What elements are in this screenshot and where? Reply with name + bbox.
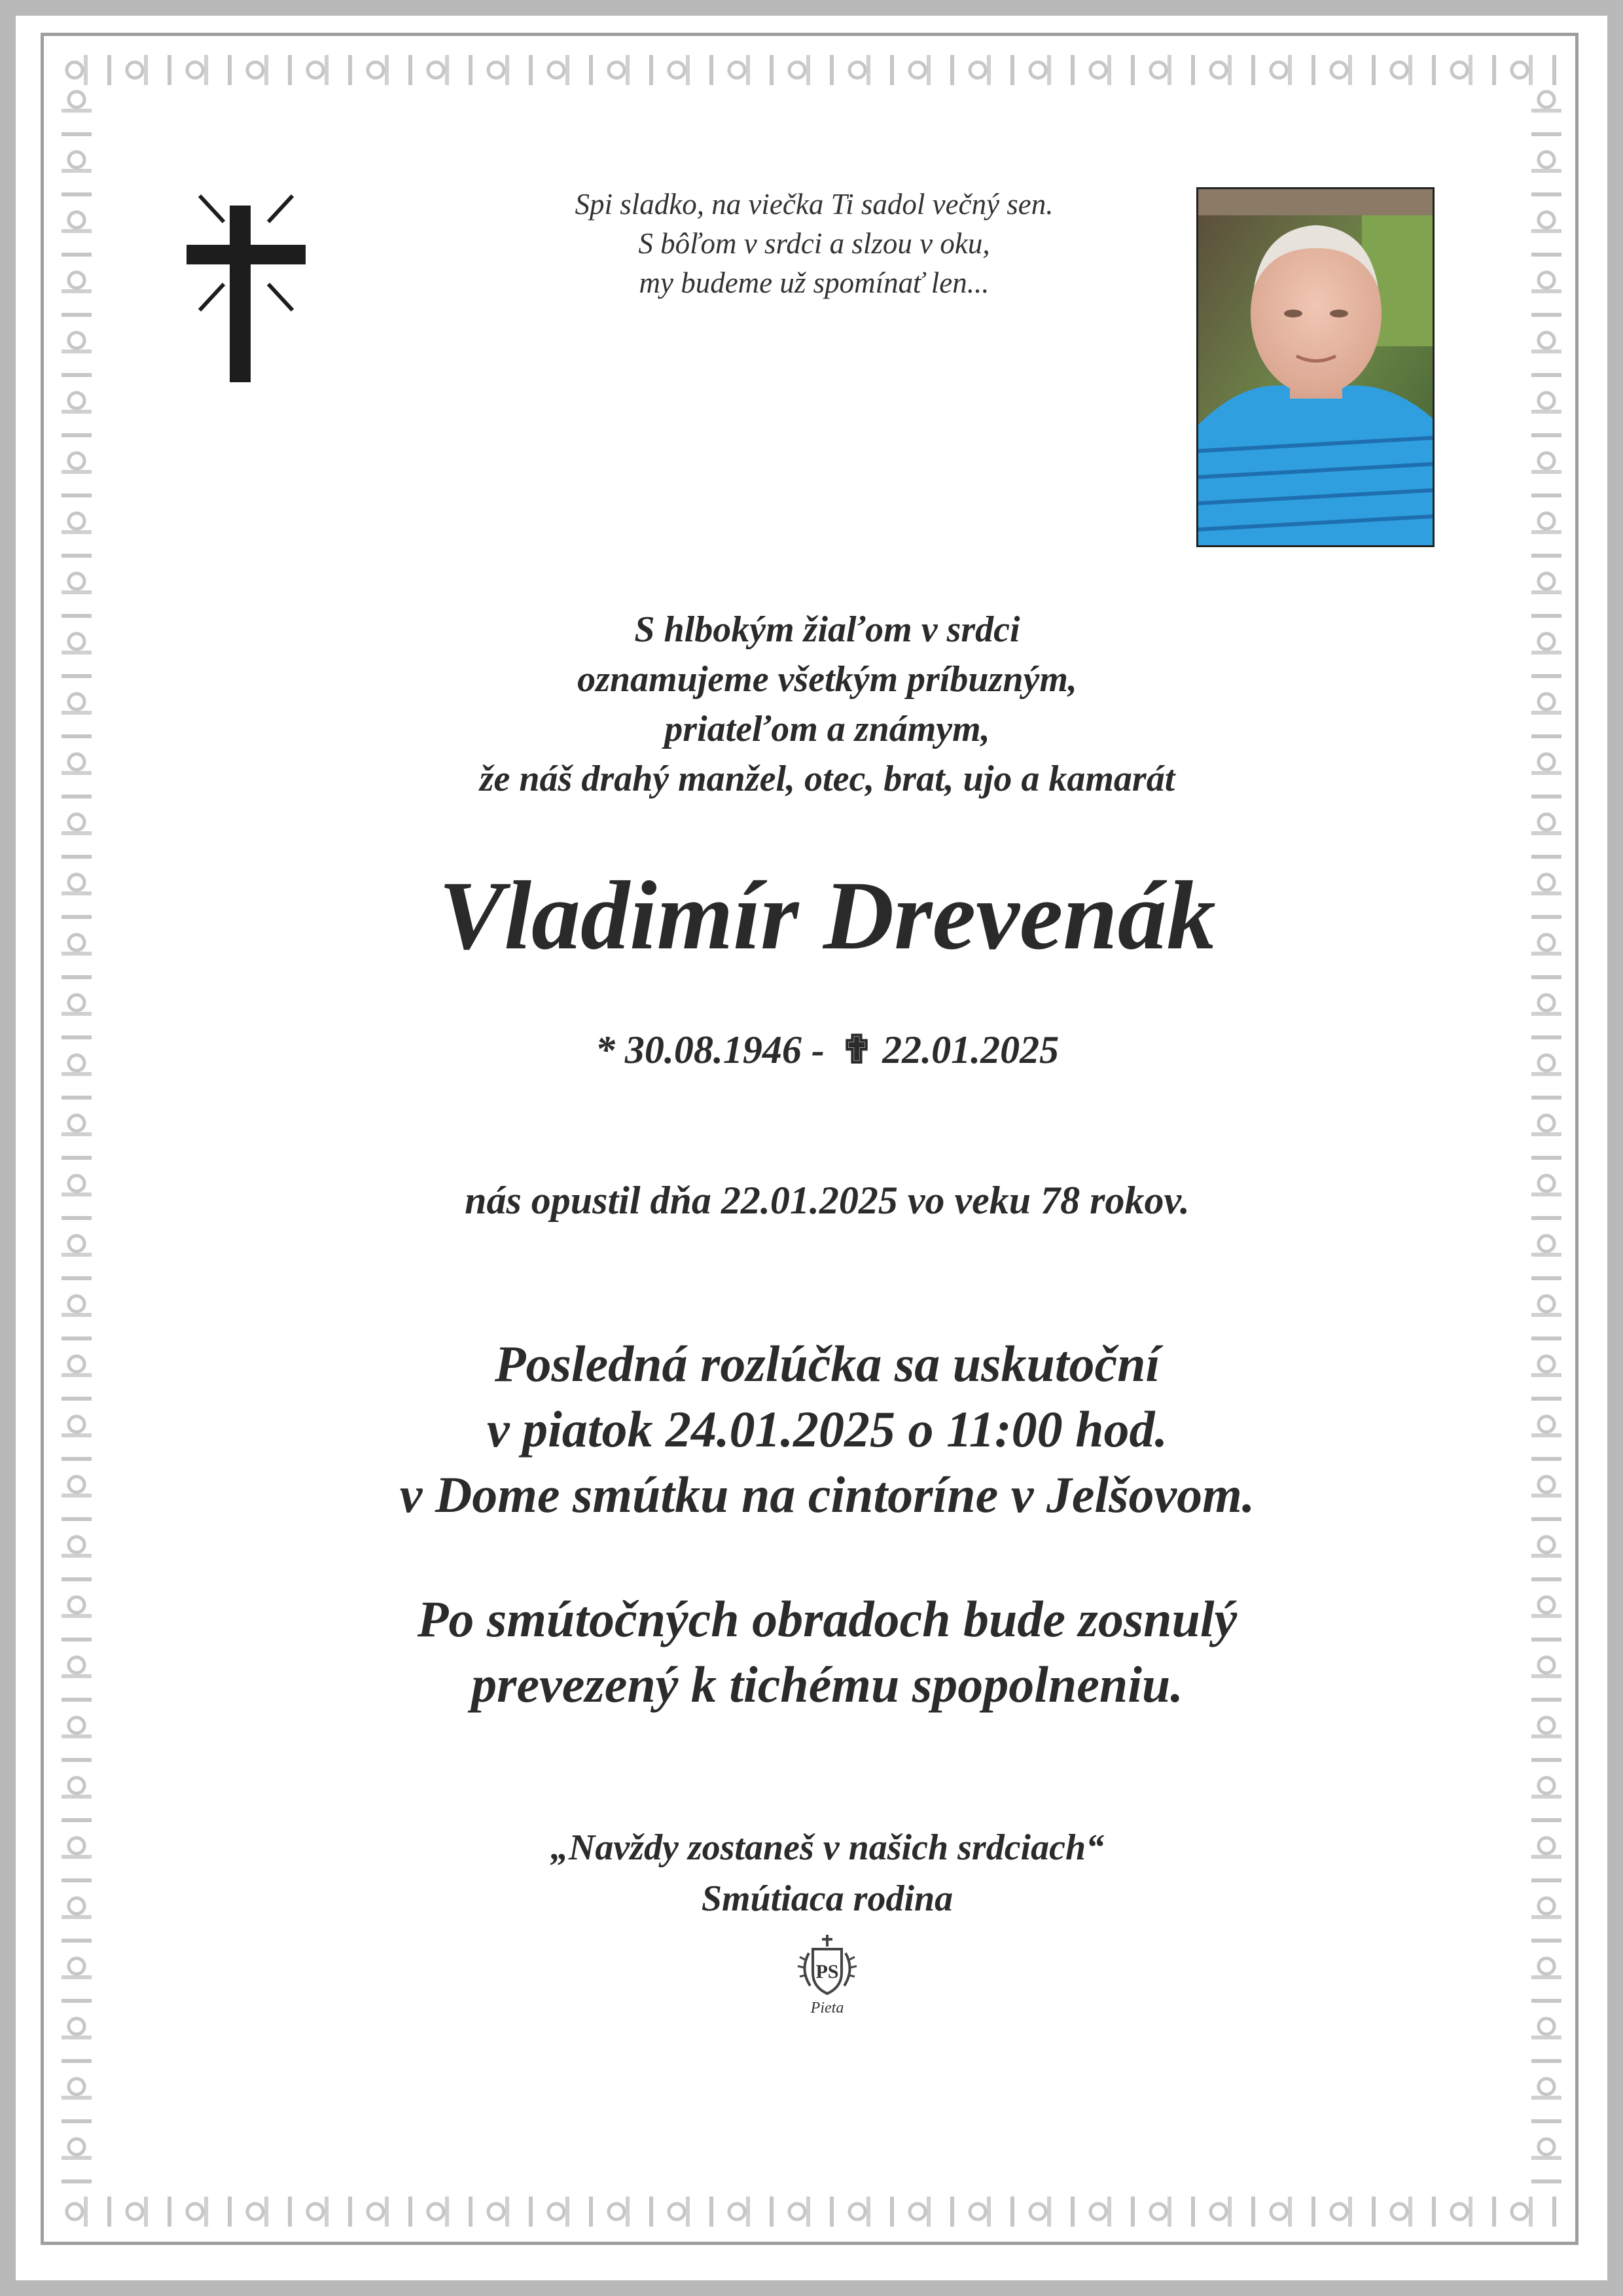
ornamental-frame-top [62, 55, 1561, 85]
verse [421, 185, 1207, 302]
announcement-line: oznamujeme všetkým príbuzným, [577, 659, 1077, 700]
announcement-line: že náš drahý manžel, otec, brat, ujo a kamarát [479, 759, 1175, 799]
farewell-info [205, 1331, 1449, 1528]
after-ceremony-line: prevezený k tichému spopolneniu. [471, 1656, 1183, 1713]
verse-line: Spi sladko, na viečka Ti sadol večný sen. [575, 188, 1054, 221]
farewell-line: Posledná rozlúčka sa uskutoční [494, 1335, 1160, 1392]
farewell-line: v piatok 24.01.2025 o 11:00 hod. [486, 1401, 1168, 1458]
birth-symbol: * [595, 1028, 615, 1071]
logo-text: Pieta [810, 2000, 844, 2017]
after-ceremony-info [205, 1587, 1449, 1717]
life-dates [304, 1024, 1351, 1076]
announcement [238, 605, 1416, 804]
ornamental-frame-bottom [62, 2197, 1561, 2227]
pieta-logo [788, 1933, 866, 2032]
closing [304, 1822, 1351, 1924]
ornamental-frame-right [1531, 86, 1561, 2195]
closing-quote: „Navždy zostaneš v našich srdciach“ [550, 1827, 1105, 1868]
verse-line: S bôľom v srdci a slzou v oku, [638, 227, 990, 260]
portrait-illustration [1198, 189, 1433, 545]
logo-initials: PS [815, 1961, 839, 1982]
death-cross-icon: ✟ [840, 1028, 874, 1071]
ornamental-frame-left [62, 86, 92, 2195]
cross-icon [177, 186, 315, 382]
deceased-name: Vladimír Drevenák [438, 861, 1216, 970]
announcement-line: S hlbokým žiaľom v srdci [634, 609, 1020, 650]
obituary-sheet [16, 16, 1607, 2280]
death-date: 22.01.2025 [882, 1028, 1060, 1071]
birth-date: 30.08.1946 [624, 1028, 802, 1071]
pieta-logo-mark [796, 1933, 859, 1999]
after-ceremony-line: Po smútočných obradoch bude zosnulý [417, 1590, 1238, 1647]
portrait-photo [1196, 187, 1435, 547]
farewell-line: v Dome smútku na cintoríne v Jelšovom. [399, 1466, 1255, 1523]
closing-signature: Smútiaca rodina [701, 1878, 954, 1919]
verse-line: my budeme už spomínať len... [639, 266, 990, 299]
passed-away-line: nás opustil dňa 22.01.2025 vo veku 78 rokov. [465, 1179, 1190, 1222]
announcement-line: priateľom a známym, [664, 709, 990, 749]
date-separator: - [811, 1028, 825, 1071]
